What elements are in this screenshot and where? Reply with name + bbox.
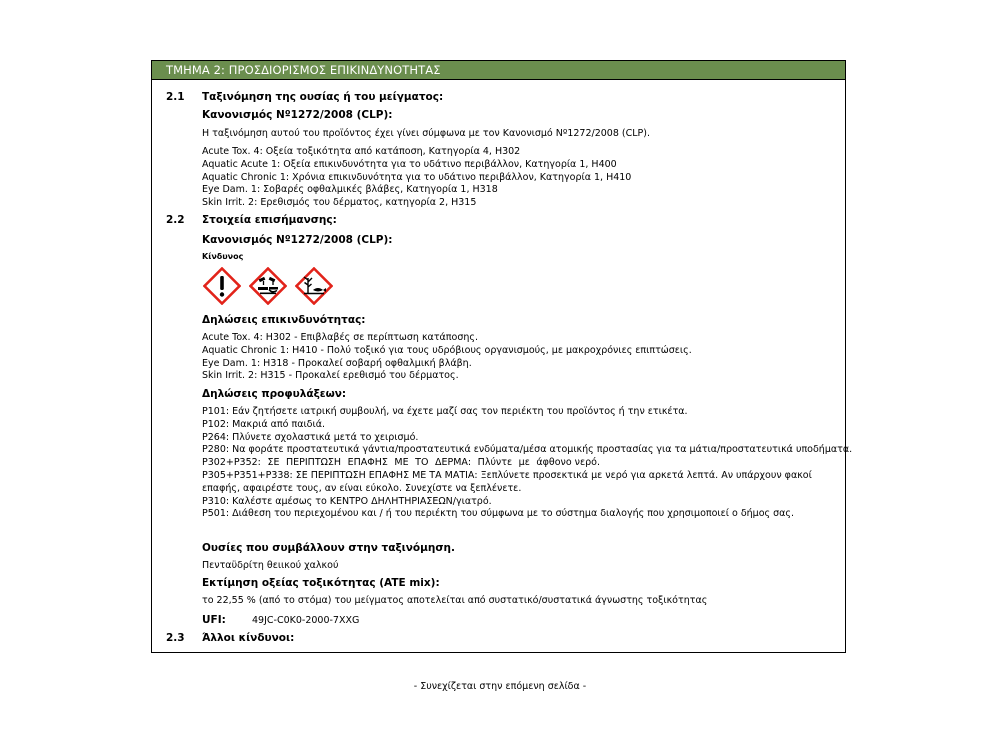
section-title: ΤΜΗΜΑ 2: ΠΡΟΣΔΙΟΡΙΣΜΟΣ ΕΠΙΚΙΝΔΥΝΟΤΗΤΑΣ <box>152 61 845 80</box>
ufi-label: UFI: <box>202 614 226 626</box>
section-number-2-2: 2.2 <box>166 214 185 226</box>
contributing-substances-heading: Ουσίες που συμβάλλουν στην ταξινόμηση. <box>202 542 455 554</box>
classification-item: Acute Tox. 4: Οξεία τοξικότητα από κατάποση, Κατηγορία 4, H302 <box>202 146 521 157</box>
p302-word: Πλύντε <box>477 457 513 469</box>
other-hazards-heading: Άλλοι κίνδυνοι: <box>202 632 295 644</box>
section-number-2-3: 2.3 <box>166 632 185 644</box>
corrosion-pictogram <box>249 267 287 305</box>
environment-pictogram <box>295 267 333 305</box>
section-number-2-1: 2.1 <box>166 91 185 103</box>
label-elements-heading: Στοιχεία επισήμανσης: <box>202 214 337 226</box>
ufi-value: 49JC-C0K0-2000-7XXG <box>252 615 360 626</box>
classification-statement: Η ταξινόμηση αυτού του προϊόντος έχει γίνει σύμφωνα με τον Κανονισμό Nº1272/2008 (CLP). <box>202 128 650 139</box>
precautionary-statement: P102: Μακριά από παιδιά. <box>202 418 325 430</box>
sds-section-frame <box>151 60 853 653</box>
ate-text: το 22,55 % (από το στόμα) του μείγματος αποτελείται από συστατικό/συστατικά άγνωστης τοξικότητας <box>202 595 708 606</box>
precautionary-statement: P280: Να φοράτε προστατευτικά γάντια/προστατευτικά ενδύματα/μέσα ατομικής προστασίας για τα μάτια/προστατευτικά υποδήματα. <box>202 444 853 456</box>
signal-word: Κίνδυνος <box>202 252 244 261</box>
hazard-statement: Eye Dam. 1: H318 - Προκαλεί σοβαρή οφθαλμική βλάβη. <box>202 357 472 369</box>
classification-item: Aquatic Acute 1: Οξεία επικινδυνότητα για το υδάτινο περιβάλλον, Κατηγορία 1, H400 <box>202 158 617 170</box>
hazard-statement: Acute Tox. 4: H302 - Επιβλαβές σε περίπτωση κατάποσης. <box>202 332 478 343</box>
precautionary-statement: επαφής, αφαιρέστε τους, αν είναι εύκολο. Συνεχίστε να ξεπλένετε. <box>202 482 522 494</box>
precautionary-statement: P264: Πλύνετε σχολαστικά μετά το χειρισμό. <box>202 431 419 443</box>
classification-item: Skin Irrit. 2: Ερεθισμός του δέρματος, κατηγορία 2, H315 <box>202 197 477 209</box>
precautionary-statement-p302 <box>202 457 600 470</box>
classification-list <box>202 146 631 210</box>
p302-word: άφθονο νερό. <box>536 457 600 469</box>
hazard-statements-heading: Δηλώσεις επικινδυνότητας: <box>202 314 366 326</box>
precautionary-statement: P310: Καλέστε αμέσως το ΚΕΝΤΡΟ ΔΗΛΗΤΗΡΙΑΣΕΩΝ/γιατρό. <box>202 495 492 507</box>
classification-item: Aquatic Chronic 1: Χρόνια επικινδυνότητα για το υδάτινο περιβάλλον, Κατηγορία 1, H410 <box>202 171 632 183</box>
regulation-heading-2: Κανονισμός Nº1272/2008 (CLP): <box>202 234 393 246</box>
precautionary-statement: P305+P351+P338: ΣΕ ΠΕΡΙΠΤΩΣΗ ΕΠΑΦΗΣ ΜΕ ΤΑ ΜΑΤΙΑ: Ξεπλύνετε προσεκτικά με νερό για αρκετά λεπτά. Αν υπάρχουν φακοί <box>202 469 812 481</box>
p302-word: ΔΕΡΜΑ: <box>434 457 472 469</box>
p302-word: ΕΠΑΦΗΣ <box>347 457 388 469</box>
hazard-statements-list <box>202 332 692 383</box>
precautionary-statements-list <box>202 406 852 521</box>
p302-word: ΜΕ <box>394 457 409 469</box>
continued-footer: - Συνεχίζεται στην επόμενη σελίδα - <box>413 681 587 692</box>
exclamation-mark-pictogram <box>203 267 241 305</box>
classification-heading: Ταξινόμηση της ουσίας ή του μείγματος: <box>202 91 444 103</box>
precautionary-statement: P501: Διάθεση του περιεχομένου και / ή του περιέκτη του σύμφωνα με το σύστημα διαλογής που χρησιμοποιεί ο δήμος σας. <box>202 508 794 520</box>
p302-word: ΠΕΡΙΠΤΩΣΗ <box>286 457 342 469</box>
p302-word: P302+P352: <box>202 457 261 469</box>
contributing-substance: Πενταϋδρίτη θειικού χαλκού <box>202 560 339 571</box>
classification-item: Eye Dam. 1: Σοβαρές οφθαλμικές βλάβες, Κατηγορία 1, H318 <box>202 184 498 196</box>
regulation-heading-1: Κανονισμός Nº1272/2008 (CLP): <box>202 109 393 121</box>
ate-heading: Εκτίμηση οξείας τοξικότητας (ATE mix): <box>202 577 440 589</box>
hazard-statement: Aquatic Chronic 1: H410 - Πολύ τοξικό για τους υδρόβιους οργανισμούς, με μακροχρόνιες επιπτώσεις. <box>202 344 692 356</box>
p302-word: ΣΕ <box>267 457 280 469</box>
p302-word: ΤΟ <box>415 457 429 469</box>
hazard-statement: Skin Irrit. 2: H315 - Προκαλεί ερεθισμό του δέρματος. <box>202 370 459 382</box>
p302-word: με <box>518 457 530 469</box>
precautionary-statements-heading: Δηλώσεις προφυλάξεων: <box>202 388 347 400</box>
precautionary-statement: P101: Εάν ζητήσετε ιατρική συμβουλή, να έχετε μαζί σας τον περιέκτη του προϊόντος ή την ετικέτα. <box>202 406 688 417</box>
